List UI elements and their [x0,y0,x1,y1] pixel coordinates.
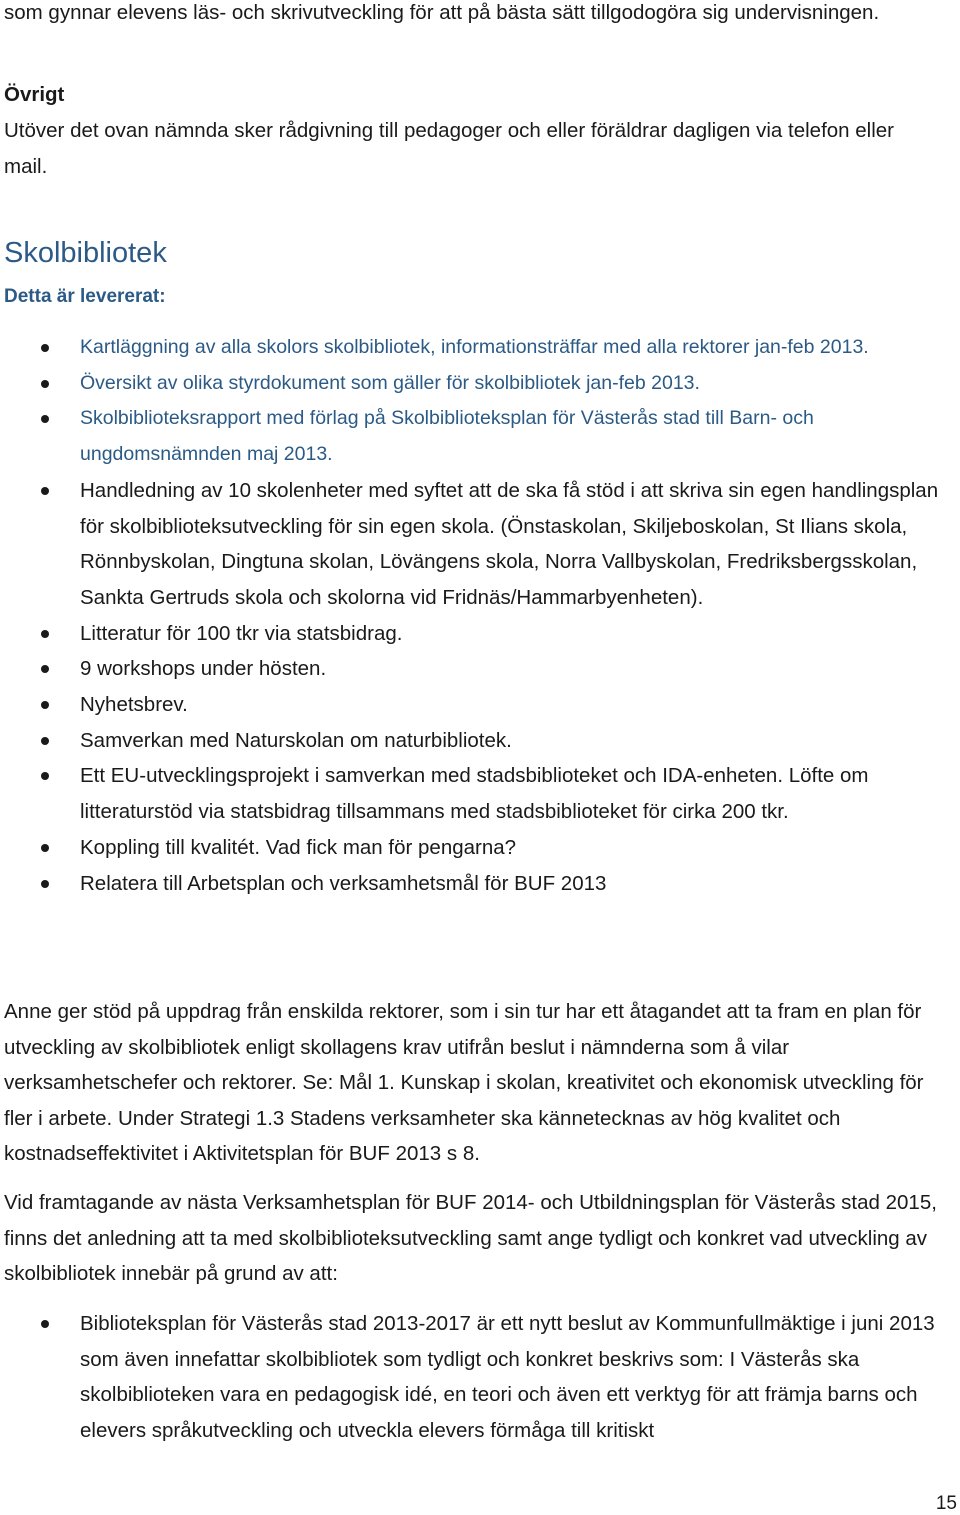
list-item: Nyhetsbrev. [0,687,960,723]
reasons-list [0,1306,960,1448]
list-item: Litteratur för 100 tkr via statsbidrag. [0,616,960,652]
ovrigt-heading: Övrigt [4,83,65,106]
list-item: 9 workshops under hösten. [0,651,960,687]
page-number: 15 [935,1493,957,1514]
bullet-icon [41,880,49,888]
bullet-icon [41,701,49,709]
delivered-list [0,330,960,901]
intro-paragraph: som gynnar elevens läs- och skrivutveckling för att på bästa sätt tillgodogöra sig undervisningen. [4,1,880,24]
ovrigt-paragraph: Utöver det ovan nämnda sker rådgivning till pedagoger och eller föräldrar dagligen via telefon eller mail. [4,119,894,178]
list-item: Koppling till kvalitét. Vad fick man för pengarna? [0,830,960,866]
bullet-icon [41,772,49,780]
paragraph-verksamhetsplan: Vid framtagande av nästa Verksamhetsplan för BUF 2014- och Utbildningsplan för Västerås stad 2015, finns det anledning att ta med skolbiblioteksutveckling samt ange tydligt och konkret vad utveckling av skolbibliotek innebär på grund av att: [4,1191,937,1285]
paragraph-anne: Anne ger stöd på uppdrag från enskilda rektorer, som i sin tur har ett åtagandet att ta fram en plan för utveckling av skolbibliotek enligt skollagens krav utifrån beslut i nämnderna som å vilar verksamhetschefer och rektorer. Se: Mål 1. Kunskap i skolan, kreativitet och ekonomisk utveckling för fler i arbete. Under Strategi 1.3 Stadens verksamheter ska kännetecknas av hög kvalitet och kostnadseffektivitet i Aktivitetsplan för BUF 2013 s 8. [4,1000,924,1165]
section-title: Skolbibliotek [4,237,167,269]
bullet-icon [41,380,49,388]
list-item: Kartläggning av alla skolors skolbibliotek, informationsträffar med alla rektorer jan-feb 2013. [0,330,960,366]
list-item: Översikt av olika styrdokument som gäller för skolbibliotek jan-feb 2013. [0,366,960,402]
list-item: Handledning av 10 skolenheter med syftet att de ska få stöd i att skriva sin egen handlingsplan för skolbiblioteksutveckling för sin egen skola. (Önstaskolan, Skiljeboskolan, St Ilians skola, Rönnbyskolan, Dingtuna skolan, Lövängens skola, Norra Vallbyskolan, Fredriksbergsskolan, Sankta Gertruds skola och skolorna vid Fridnäs/Hammarbyenheten). [0,473,960,616]
list-item: Relatera till Arbetsplan och verksamhetsmål för BUF 2013 [0,866,960,902]
bullet-icon [41,487,49,495]
bullet-icon [41,630,49,638]
list-item: Skolbiblioteksrapport med förlag på Skolbiblioteksplan för Västerås stad till Barn- och ungdomsnämnden maj 2013. [0,401,960,472]
bullet-icon [41,344,49,352]
bullet-icon [41,737,49,745]
bullet-icon [41,1320,49,1328]
bullet-icon [41,844,49,852]
bullet-icon [41,665,49,673]
section-subtitle: Detta är levererat: [4,286,166,307]
bullet-icon [41,415,49,423]
list-item: Biblioteksplan för Västerås stad 2013-2017 är ett nytt beslut av Kommunfullmäktige i juni 2013 som även innefattar skolbibliotek som tydligt och konkret beskrivs som: I Västerås ska skolbiblioteken vara en pedagogisk idé, en teori och även ett verktyg för att främja barns och elevers språkutveckling och utveckla elevers förmåga till kritiskt [0,1306,960,1448]
list-item: Samverkan med Naturskolan om naturbibliotek. [0,723,960,759]
list-item: Ett EU-utvecklingsprojekt i samverkan med stadsbiblioteket och IDA-enheten. Löfte om litteraturstöd via statsbidrag tillsammans med stadsbiblioteket för cirka 200 tkr. [0,758,960,829]
